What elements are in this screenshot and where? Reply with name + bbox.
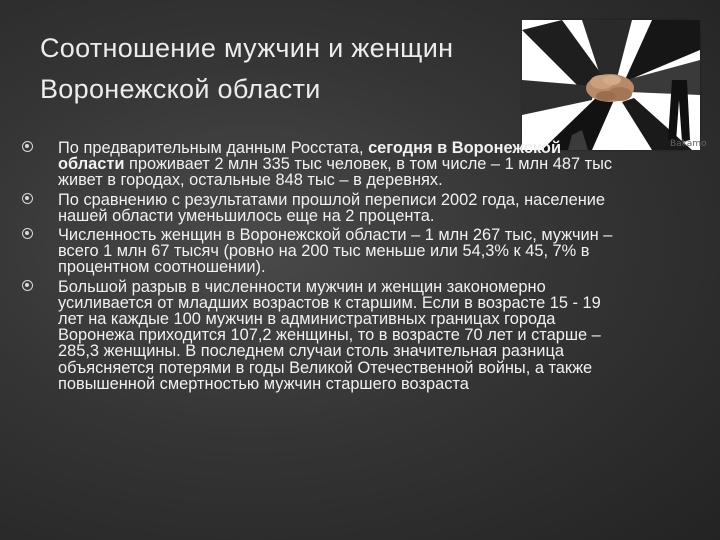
hands-photo-illustration [522,20,707,150]
bullet-text: По сравнению с результатами прошлой переписи 2002 года, население нашей области уменьшилось еще на 2 процента. [58,190,606,225]
bullet-text: Численность женщин в Воронежской области – 1 млн 267 тыс, мужчин – всего 1 млн 67 тысяч (ровно на 200 тыс меньше или 54,3% к 45, 7% в процентном соотношении). [58,226,613,277]
hands-together-photo [522,20,707,150]
bullet-item [20,192,620,224]
bullet-item [20,227,620,276]
photo-watermark: Bakamo [670,139,707,149]
bullet-icon [22,141,33,152]
bullet-icon [22,228,33,239]
slide-title: Соотношение мужчин и женщин Воронежской области [40,33,454,104]
bullet-bold-text: сегодня в Воронежской области [58,139,562,174]
bullet-text: Большой разрыв в численности мужчин и женщин закономерно усиливается от младших возрастов к старшим. Если в возрасте 15 - 19 лет на каждые 100 мужчин в административных границах города Воронежа приходится 107,2 женщины, то в возрасте 70 лет и старше – 285,3 женщины. В последнем случаи столь значительная разница объясняется потерями в годы Великой Отечественной войны, а также повышенной смертностью мужчин старшего возраста [58,277,601,393]
bullet-text: По предварительным данным Росстата, [58,139,369,157]
bullet-text-continued: проживает 2 млн 335 тыс человек, в том числе – 1 млн 487 тыс живет в городах, остальные 848 тыс – в деревнях. [58,155,613,190]
bullet-item [20,279,620,392]
bullet-icon [22,193,33,204]
bullet-icon [22,280,33,291]
bullet-list [20,140,620,395]
bullet-item [20,140,620,189]
